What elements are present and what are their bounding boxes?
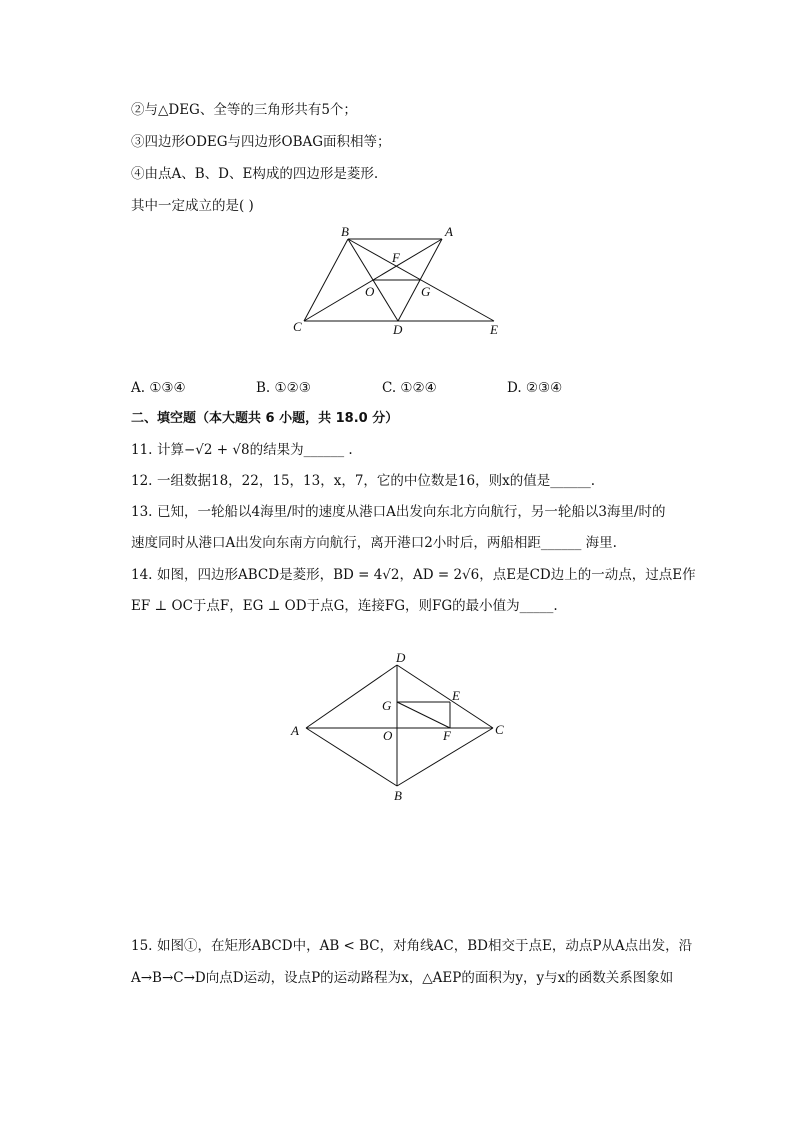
question-number: 12. xyxy=(131,473,153,489)
label-F: F xyxy=(443,728,451,743)
question-13-line-2: 速度同时从港口A出发向东南方向航行，离开港口2小时后，两船相距______ 海里. xyxy=(131,535,617,551)
question-number: 15. xyxy=(131,938,153,954)
segment-DC xyxy=(397,665,493,728)
question-number: 13. xyxy=(131,504,153,520)
label-A: A xyxy=(291,723,299,738)
label-E: E xyxy=(452,688,460,703)
option-c: C. ①②④ xyxy=(382,380,437,396)
question-number: 11. xyxy=(131,442,153,458)
label-G: G xyxy=(421,284,431,299)
section-heading: 二、填空题（本大题共 6 小题，共 18.0 分） xyxy=(131,411,399,426)
question-text-line-1: 如图①，在矩形ABCD中，AB < BC，对角线AC，BD相交于点E，动点P从A点出发，沿 xyxy=(157,938,693,954)
question-text: 一组数据18，22，15，13，x，7，它的中位数是16，则x的值是______. xyxy=(157,473,595,489)
question-text-line-1: 已知，一轮船以4海里/时的速度从港口A出发向东北方向航行，另一轮船以3海里/时的 xyxy=(157,504,666,520)
label-O: O xyxy=(383,728,393,743)
statement-4: ④由点A、B、D、E构成的四边形是菱形. xyxy=(131,166,379,182)
segment-GF xyxy=(397,702,450,728)
question-15-line-2: A→B→C→D向点D运动，设点P的运动路程为x，△AEP的面积为y，y与x的函数关系图象如 xyxy=(131,970,674,986)
label-D: D xyxy=(393,322,403,337)
label-O: O xyxy=(365,284,375,299)
label-F: F xyxy=(392,250,400,265)
question-15 xyxy=(131,936,692,956)
segment-AD xyxy=(306,665,397,728)
label-C: C xyxy=(495,722,504,737)
statement-2: ②与△DEG、全等的三角形共有5个； xyxy=(131,102,357,118)
label-A: A xyxy=(445,224,453,239)
label-B: B xyxy=(341,224,349,239)
question-number: 14. xyxy=(131,567,153,583)
statement-3: ③四边形ODEG与四边形OBAG面积相等； xyxy=(131,134,391,150)
label-D: D xyxy=(396,650,406,665)
label-C: C xyxy=(293,319,302,334)
option-d: D. ②③④ xyxy=(507,380,563,396)
label-E: E xyxy=(490,322,498,337)
option-a: A. ①③④ xyxy=(131,380,186,396)
question-text-line-1: 如图，四边形ABCD是菱形，BD = 4√2，AD = 2√6，点E是CD边上的一动点，过点E作 xyxy=(157,567,696,583)
question-text: 计算−√2 + √8的结果为______ . xyxy=(157,442,353,458)
label-G: G xyxy=(382,698,392,713)
question-prompt: 其中一定成立的是( ) xyxy=(131,198,254,214)
option-b: B. ①②③ xyxy=(256,380,311,396)
label-B: B xyxy=(394,788,402,803)
question-14-line-2: EF ⊥ OC于点F，EG ⊥ OD于点G，连接FG，则FG的最小值为_____. xyxy=(131,598,558,614)
